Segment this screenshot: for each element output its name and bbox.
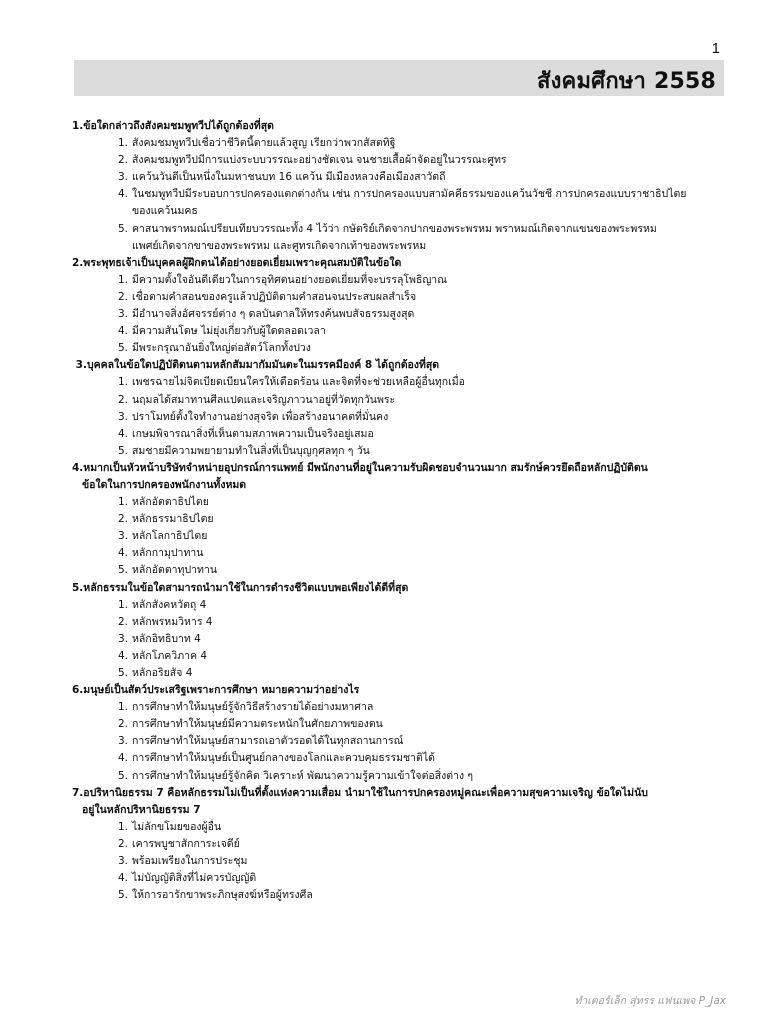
choice-number: 1. [118, 137, 129, 150]
choice-number: 5. [118, 444, 129, 457]
choice-text: มีความสันโดษ ไม่ยุ่งเกี่ยวกับผู้ใดตลอดเวลา [132, 325, 326, 338]
choice-list [72, 699, 732, 784]
choice-number: 4. [118, 752, 129, 765]
question-text: ข้อใดกล่าวถึงสังคมชมพูทวีปได้ถูกต้องที่สุด [83, 120, 274, 132]
question-number: 7. [72, 786, 84, 799]
choice-text: นฤมลได้สมาทานศีลแปดและเจริญภาวนาอยู่ที่วัดทุกวันพระ [132, 393, 396, 406]
question-6 [72, 682, 732, 785]
choice-number: 5. [118, 667, 129, 679]
choice-item [118, 887, 732, 904]
choice-number: 3. [118, 530, 129, 543]
choice-number: 2. [118, 837, 129, 850]
choice-number: 2. [118, 513, 129, 526]
choice-number: 4. [118, 547, 129, 560]
choice-item [118, 494, 732, 511]
choice-item [118, 374, 732, 391]
choice-item [118, 528, 732, 545]
question-text: หลักธรรมในข้อใดสามารถนำมาใช้ในการดำรงชีวิตแบบพอเพียงได้ดีที่สุด [83, 581, 409, 594]
choice-number: 2. [118, 718, 129, 731]
question-text: อปริหานิยธรรม 7 คือหลักธรรมไม่เป็นที่ตั้งแห่งความเสื่อม นำมาใช้ในการปกครองหมู่คณะเพื่อความสุขความเจริญ ข้อใดไม่นับ [83, 786, 648, 799]
choice-text-continued: ของแคว้นมคธ [132, 205, 198, 218]
question-number: 1. [72, 120, 84, 132]
page-number: 1 [711, 40, 720, 57]
question-stem [72, 255, 732, 272]
choice-text: ในชมพูทวีปมีระบอบการปกครองแตกต่างกัน เช่น การปกครองแบบสามัคคีธรรมของแคว้นวัชชี การปกครองแบบราชาธิปไตย [132, 188, 687, 201]
choice-item [118, 272, 732, 289]
choice-number: 4. [118, 427, 129, 440]
choice-text: การศึกษาทำให้มนุษย์มีความตระหนักในศักยภาพของตน [132, 718, 383, 731]
choice-item [118, 614, 732, 631]
choice-list [72, 494, 732, 579]
choice-item [118, 152, 732, 169]
choice-item [118, 870, 732, 887]
choice-item [118, 545, 732, 562]
choice-text: สมชายมีความพยายามทำในสิ่งที่เป็นบุญกุศลทุก ๆ วัน [132, 444, 370, 457]
page-title: สังคมศึกษา 2558 [536, 69, 716, 94]
question-text-continued: ข้อใดในการปกครองพนักงานทั้งหมด [82, 478, 247, 491]
question-7 [72, 785, 732, 905]
choice-item [118, 323, 732, 340]
choice-item [118, 819, 732, 836]
choice-text: สังคมชมพูทวีปมีการแบ่งระบบวรรณะอย่างชัดเจน จนชายเสื้อผ้าจัดอยู่ในวรรณะศูทร [132, 154, 507, 167]
choice-text: การศึกษาทำให้มนุษย์รู้จักวิธีสร้างรายได้อย่างมหาศาล [132, 701, 374, 714]
choice-number: 5. [118, 889, 129, 902]
choice-number: 3. [118, 410, 129, 423]
choice-list [72, 135, 732, 255]
question-number: 3. [72, 359, 87, 372]
question-stem [72, 785, 732, 802]
choice-text: มีอำนาจสิ่งอัศจรรย์ต่าง ๆ ดลบันดาลให้ทรงค้นพบสัจธรรมสูงสุด [132, 308, 415, 321]
question-2 [72, 255, 732, 358]
question-number: 5. [72, 581, 84, 594]
choice-item [118, 836, 732, 853]
choice-text: หลักอริยสัจ 4 [132, 667, 193, 679]
choice-list [72, 597, 732, 682]
choice-number: 3. [118, 735, 129, 748]
choice-item [118, 169, 732, 186]
question-text: บุคคลในข้อใดปฏิบัติตนตามหลักสัมมากัมมันตะในมรรคมีองค์ 8 ได้ถูกต้องที่สุด [86, 359, 440, 372]
choice-text: หลักโลกาธิปไตย [132, 530, 208, 543]
choice-text: การศึกษาทำให้มนุษย์เป็นศูนย์กลางของโลกและควบคุมธรรมชาติได้ [132, 752, 435, 765]
choice-number: 3. [118, 171, 129, 184]
choice-item [118, 562, 732, 579]
question-3 [72, 357, 732, 460]
question-stem [72, 357, 732, 374]
question-stem [72, 118, 732, 135]
choice-number: 5. [118, 342, 129, 355]
choice-number: 3. [118, 632, 129, 645]
choice-item [118, 426, 732, 443]
choice-item [118, 597, 732, 614]
choice-list [72, 374, 732, 459]
choice-number: 4. [118, 325, 129, 338]
choice-number: 2. [118, 154, 129, 167]
choice-item [118, 648, 732, 665]
choice-number: 3. [118, 308, 129, 321]
choice-text: เกษมพิจารณาสิ่งที่เห็นตามสภาพความเป็นจริงอยู่เสมอ [132, 427, 374, 440]
choice-number: 5. [118, 769, 129, 782]
choice-item [118, 733, 732, 750]
choice-text: เชื่อตามคำสอนของครูแล้วปฏิบัติตามคำสอนจนประสบผลสำเร็จ [132, 290, 417, 303]
choice-text: การศึกษาทำให้มนุษย์รู้จักคิด วิเคราะห์ พัฒนาความรู้ความเข้าใจต่อสิ่งต่าง ๆ [132, 769, 474, 782]
choice-item [118, 699, 732, 716]
choice-number: 2. [118, 393, 129, 406]
question-text: หมากเป็นหัวหน้าบริษัทจำหน่ายอุปกรณ์การแพทย์ มีพนักงานที่อยู่ในความรับผิดชอบจำนวนมาก สมรักษ์ควรยึดถือหลักปฏิบัติตน [83, 461, 648, 474]
choice-number: 4. [118, 872, 129, 885]
choice-text: ไม่ลักขโมยของผู้อื่น [132, 820, 222, 833]
choice-text: หลักโภควิภาค 4 [132, 649, 208, 662]
choice-item [118, 186, 732, 203]
choice-text: หลักพรหมวิหาร 4 [132, 615, 213, 628]
choice-text-continued: แพศย์เกิดจากขาของพระพรหม และศูทรเกิดจากเท้าของพระพรหม [132, 239, 427, 252]
choice-number: 4. [118, 649, 129, 662]
choice-text: หลักกามุปาทาน [132, 547, 204, 560]
choice-text: ให้การอารักขาพระภิกษุสงฆ์หรือผู้ทรงศีล [132, 889, 313, 902]
question-text-continued: อยู่ในหลักปริหานิยธรรม 7 [82, 803, 201, 816]
choice-text: หลักธรรมาธิปไตย [132, 513, 214, 526]
choice-list [72, 272, 732, 357]
question-stem [72, 580, 732, 597]
choice-item [118, 392, 732, 409]
choice-item [118, 716, 732, 733]
title-bar [74, 60, 724, 96]
choice-item [118, 409, 732, 426]
choice-item [118, 665, 732, 682]
choice-text: เพชรฉายไม่จิตเบียดเบียนใครให้เดือดร้อน และจิตที่จะช่วยเหลือผู้อื่นทุกเมื่อ [132, 376, 465, 389]
choice-number: 1. [118, 701, 129, 714]
choice-number: 1. [118, 376, 129, 389]
question-text: มนุษย์เป็นสัตว์ประเสริฐเพราะการศึกษา หมายความว่าอย่างไร [83, 684, 360, 697]
question-stem [72, 460, 732, 477]
choice-text: การศึกษาทำให้มนุษย์สามารถเอาตัวรอดได้ในทุกสถานการณ์ [132, 735, 404, 748]
choice-text: หลักอิทธิบาท 4 [132, 632, 201, 645]
choice-number: 1. [118, 820, 129, 833]
question-number: 2. [72, 256, 84, 269]
choice-item [118, 750, 732, 767]
question-5 [72, 580, 732, 683]
choice-item [118, 306, 732, 323]
question-stem [72, 682, 732, 699]
choice-text: สังคมชมพูทวีปเชื่อว่าชีวิตนี้ตายแล้วสูญ เรียกว่าพวกสัสตทิฐิ [132, 137, 396, 150]
choice-item [118, 768, 732, 785]
choice-item [118, 221, 732, 238]
choice-item [118, 289, 732, 306]
choice-text: หลักอัตตาธิปไตย [132, 496, 209, 509]
choice-number: 1. [118, 598, 129, 611]
choice-item [118, 443, 732, 460]
choice-text: หลักสังคหวัตถุ 4 [132, 598, 207, 611]
choice-text: แคว้นวันตีเป็นหนึ่งในมหาชนบท 16 แคว้น มีเมืองหลวงคือเมืองสาวัตถี [132, 171, 446, 184]
choice-text: มีพระกรุณาอันยิ่งใหญ่ต่อสัตว์โลกทั้งปวง [132, 342, 311, 355]
choice-number: 2. [118, 290, 129, 303]
choice-item [118, 631, 732, 648]
choice-number: 2. [118, 615, 129, 628]
question-4 [72, 460, 732, 580]
choice-item [118, 340, 732, 357]
question-number: 4. [72, 461, 84, 474]
choice-item [118, 853, 732, 870]
choice-number: 4. [118, 188, 129, 201]
choice-number: 5. [118, 222, 129, 235]
question-number: 6. [72, 684, 84, 697]
choice-number: 3. [118, 855, 129, 868]
choice-list [72, 819, 732, 904]
choice-text: ไม่บัญญัติสิ่งที่ไม่ควรบัญญัติ [132, 872, 257, 885]
choice-item [118, 511, 732, 528]
choice-text: เคารพบูชาสักการะเจดีย์ [132, 837, 240, 850]
choice-number: 1. [118, 496, 129, 509]
choice-number: 5. [118, 564, 129, 577]
question-text: พระพุทธเจ้าเป็นบุคคลผู้ฝึกตนได้อย่างยอดเยี่ยมเพราะคุณสมบัติในข้อใด [83, 256, 402, 269]
choice-text: ปราโมทย์ตั้งใจทำงานอย่างสุจริต เพื่อสร้างอนาคตที่มั่นคง [132, 410, 389, 423]
choice-text: คาสนาพราหมณ์เปรียบเทียบวรรณะทั้ง 4 ไว้ว่า กษัตริย์เกิดจากปากของพระพรหม พราหมณ์เกิดจากแขนของพระพรหม [132, 222, 657, 235]
choice-text: พร้อมเพรียงในการประชุม [132, 855, 248, 868]
question-1 [72, 118, 732, 255]
question-list [72, 118, 732, 904]
choice-text: มีความตั้งใจอันดีเดียวในการอุทิศตนอย่างยอดเยี่ยมที่จะบรรลุโพธิญาณ [132, 273, 447, 286]
choice-number: 1. [118, 273, 129, 286]
choice-item [118, 135, 732, 152]
footer-credit: ทำเตอร์เล็ก สุ่ทรร แฟนเพจ P_Jax [574, 995, 726, 1007]
choice-text: หลักอัตตาทุปาทาน [132, 564, 218, 577]
